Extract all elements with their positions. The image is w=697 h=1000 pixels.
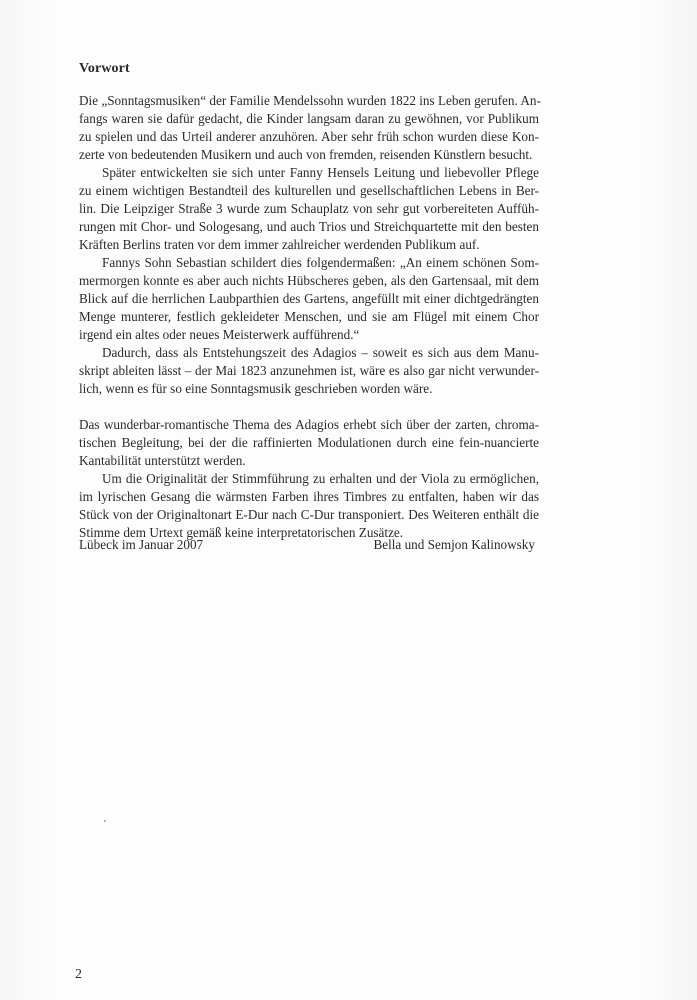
paragraph-2-line-2: zu einem wichtigen Bestandteil des kulturellen und gesellschaftlichen Lebens in Ber- (79, 183, 539, 198)
paragraph-5-line-2: tischen Begleitung, bei der die raffinierten Modulationen durch eine fein-nuancierte (79, 435, 539, 450)
paragraph-2-line-5: Kräften Berlins traten vor dem immer zahlreicher werdenden Publikum auf. (79, 237, 480, 252)
authors-signature: Bella und Semjon Kalinowsky (373, 537, 535, 552)
paragraph-6-line-1: Um die Originalität der Stimmführung zu erhalten und der Viola zu ermöglichen, (102, 471, 539, 486)
paragraph-6-line-2: im lyrischen Gesang die wärmsten Farben ihres Timbres zu entfalten, haben wir das (79, 489, 539, 504)
paper-speck (104, 820, 106, 822)
paragraph-3-line-5: irgend ein altes oder neues Meisterwerk aufführend.“ (79, 327, 360, 342)
paragraph-2-line-4: rungen mit Chor- und Sologesang, und auch Trios und Streichquartette mit den besten (79, 219, 539, 234)
paragraph-1-line-2: fangs waren sie dafür gedacht, die Kinder langsam daran zu gewöhnen, vor Publikum (79, 111, 539, 126)
paragraph-4-line-2: skript ableiten lässt – der Mai 1823 anzunehmen ist, wäre es also gar nicht verwunder- (79, 363, 539, 378)
section-heading: Vorwort (79, 61, 130, 76)
paragraph-4-line-3: lich, wenn es für so eine Sonntagsmusik geschrieben worden wäre. (79, 381, 433, 396)
place-and-date: Lübeck im Januar 2007 (79, 537, 204, 552)
paragraph-3-line-4: Menge munterer, festlich gekleideter Menschen, und sie am Flügel mit einem Chor (79, 309, 539, 324)
paragraph-2-line-1: Später entwickelten sie sich unter Fanny Hensels Leitung und liebevoller Pflege (102, 165, 539, 180)
paragraph-6-line-3: Stück von der Originaltonart E-Dur nach C-Dur transponiert. Des Weiteren enthält die (79, 507, 539, 522)
paragraph-3-line-3: Blick auf die herrlichen Laubparthien des Gartens, angefüllt mit einer dichtgedrängten (79, 291, 539, 306)
paragraph-4-line-1: Dadurch, dass als Entstehungszeit des Adagios – soweit es sich aus dem Manu- (102, 345, 539, 360)
paragraph-5-line-1: Das wunderbar-romantische Thema des Adagios erhebt sich über der zarten, chroma- (79, 417, 539, 432)
paragraph-3-line-2: mermorgen konnte es aber auch nichts Hübscheres geben, als den Gartensaal, mit dem (79, 273, 539, 288)
paragraph-1-line-4: zerte von bedeutenden Musikern und auch von fremden, reisenden Künstlern besucht. (79, 147, 533, 162)
paragraph-3-line-1: Fannys Sohn Sebastian schildert dies folgendermaßen: „An einem schönen Som- (102, 255, 539, 270)
paragraph-2-line-3: lin. Die Leipziger Straße 3 wurde zum Schauplatz von sehr gut vorbereiteten Auffüh- (79, 201, 539, 216)
paragraph-1-line-1: Die „Sonntagsmusiken“ der Familie Mendelssohn wurden 1822 ins Leben gerufen. An- (79, 93, 541, 108)
paragraph-1-line-3: zu spielen und das Urteil anderer anzuhören. Aber sehr früh schon wurden diese Kon- (79, 129, 539, 144)
paragraph-6-line-4: Stimme dem Urtext gemäß keine interpretatorischen Zusätze. (79, 525, 404, 540)
paragraph-5-line-3: Kantabilität unterstützt werden. (79, 453, 246, 468)
page-number: 2 (75, 967, 82, 982)
